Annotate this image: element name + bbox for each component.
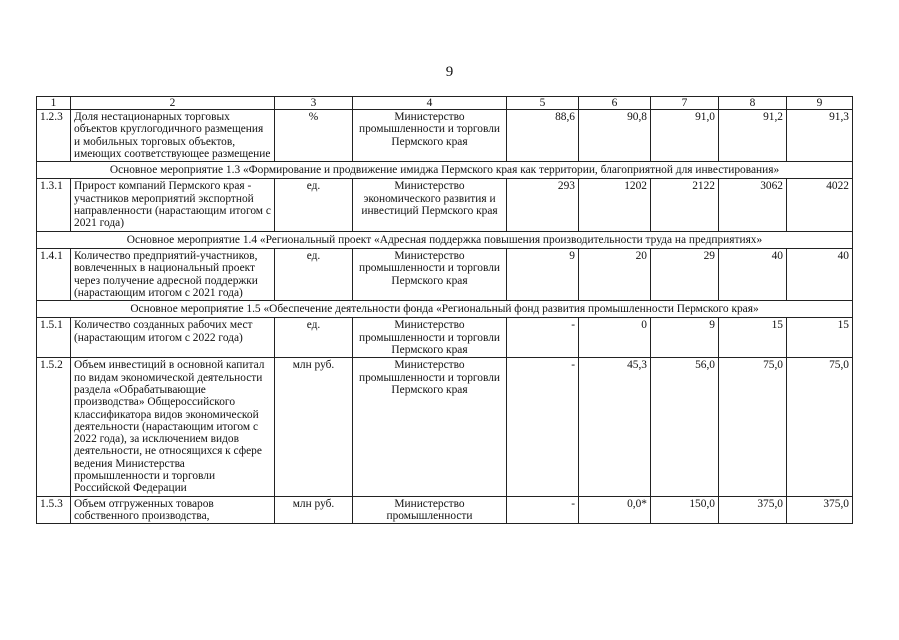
value-cell: 375,0 [719,496,787,524]
page-bottom-margin [0,576,899,640]
table-row [37,496,853,524]
value-cell: - [507,496,579,524]
value-cell: 293 [507,179,579,231]
header-cell: 1 [37,97,71,110]
value-cell: 75,0 [719,358,787,496]
section-row [37,162,853,179]
header-cell: 4 [353,97,507,110]
value-cell: 2122 [651,179,719,231]
responsible-org: Министерство промышленности и торговли Пермского края [353,248,507,300]
responsible-org: Министерство промышленности и торговли Пермского края [353,318,507,358]
header-cell: 9 [787,97,853,110]
row-number: 1.3.1 [37,179,71,231]
value-cell: 15 [787,318,853,358]
value-cell: 0,0* [579,496,651,524]
header-cell: 5 [507,97,579,110]
indicator-name: Объем инвестиций в основной капитал по видам экономической деятельности раздела «Обрабатывающие производства» Общероссийского классификатора видов экономической деятельности (нарастающим итогом с 2022 года), за исключением видов деятельности, не относящихся к сфере ведения Министерства промышленности и торговли Российской Федерации [71,358,275,496]
section-title: Основное мероприятие 1.4 «Региональный проект «Адресная поддержка повышения производительности труда на предприятиях» [37,231,853,248]
value-cell: 9 [507,248,579,300]
unit-cell: ед. [275,179,353,231]
responsible-org: Министерство экономического развития и инвестиций Пермского края [353,179,507,231]
value-cell: 91,2 [719,110,787,162]
value-cell: 15 [719,318,787,358]
value-cell: 56,0 [651,358,719,496]
table-row [37,358,853,496]
unit-cell: ед. [275,318,353,358]
page-number: 9 [445,64,454,80]
value-cell: 40 [719,248,787,300]
section-row [37,301,853,318]
row-number: 1.5.1 [37,318,71,358]
unit-cell: млн руб. [275,496,353,524]
section-row [37,231,853,248]
table-row [37,179,853,231]
indicator-name: Количество предприятий-участников, вовлеченных в национальный проект через получение адресной поддержки (нарастающим итогом с 2021 года) [71,248,275,300]
value-cell: 0 [579,318,651,358]
table-row [37,318,853,358]
value-cell: 75,0 [787,358,853,496]
row-number: 1.4.1 [37,248,71,300]
value-cell: 4022 [787,179,853,231]
table-row [37,110,853,162]
value-cell: 9 [651,318,719,358]
value-cell: - [507,318,579,358]
value-cell: 45,3 [579,358,651,496]
header-cell: 7 [651,97,719,110]
indicator-name: Объем отгруженных товаров собственного производства, [71,496,275,524]
responsible-org: Министерство промышленности и торговли Пермского края [353,358,507,496]
indicator-name: Доля нестационарных торговых объектов круглогодичного размещения и мобильных торговых объектов, имеющих соответствующее размещение [71,110,275,162]
indicators-table [36,96,853,524]
section-title: Основное мероприятие 1.3 «Формирование и продвижение имиджа Пермского края как территории, благоприятной для инвестирования» [37,162,853,179]
unit-cell: ед. [275,248,353,300]
value-cell: 1202 [579,179,651,231]
value-cell: 90,8 [579,110,651,162]
indicator-name: Количество созданных рабочих мест (нарастающим итогом с 2022 года) [71,318,275,358]
header-cell: 2 [71,97,275,110]
value-cell: 91,3 [787,110,853,162]
responsible-org: Министерство промышленности [353,496,507,524]
value-cell: 3062 [719,179,787,231]
value-cell: 40 [787,248,853,300]
table-row [37,248,853,300]
header-row [37,97,853,110]
indicator-name: Прирост компаний Пермского края - участников мероприятий экспортной направленности (нарастающим итогом с 2021 года) [71,179,275,231]
value-cell: 88,6 [507,110,579,162]
value-cell: 29 [651,248,719,300]
header-cell: 6 [579,97,651,110]
value-cell: 375,0 [787,496,853,524]
value-cell: 150,0 [651,496,719,524]
row-number: 1.5.2 [37,358,71,496]
value-cell: 20 [579,248,651,300]
section-title: Основное мероприятие 1.5 «Обеспечение деятельности фонда «Региональный фонд развития промышленности Пермского края» [37,301,853,318]
row-number: 1.5.3 [37,496,71,524]
responsible-org: Министерство промышленности и торговли Пермского края [353,110,507,162]
value-cell: 91,0 [651,110,719,162]
row-number: 1.2.3 [37,110,71,162]
unit-cell: % [275,110,353,162]
unit-cell: млн руб. [275,358,353,496]
value-cell: - [507,358,579,496]
header-cell: 8 [719,97,787,110]
header-cell: 3 [275,97,353,110]
